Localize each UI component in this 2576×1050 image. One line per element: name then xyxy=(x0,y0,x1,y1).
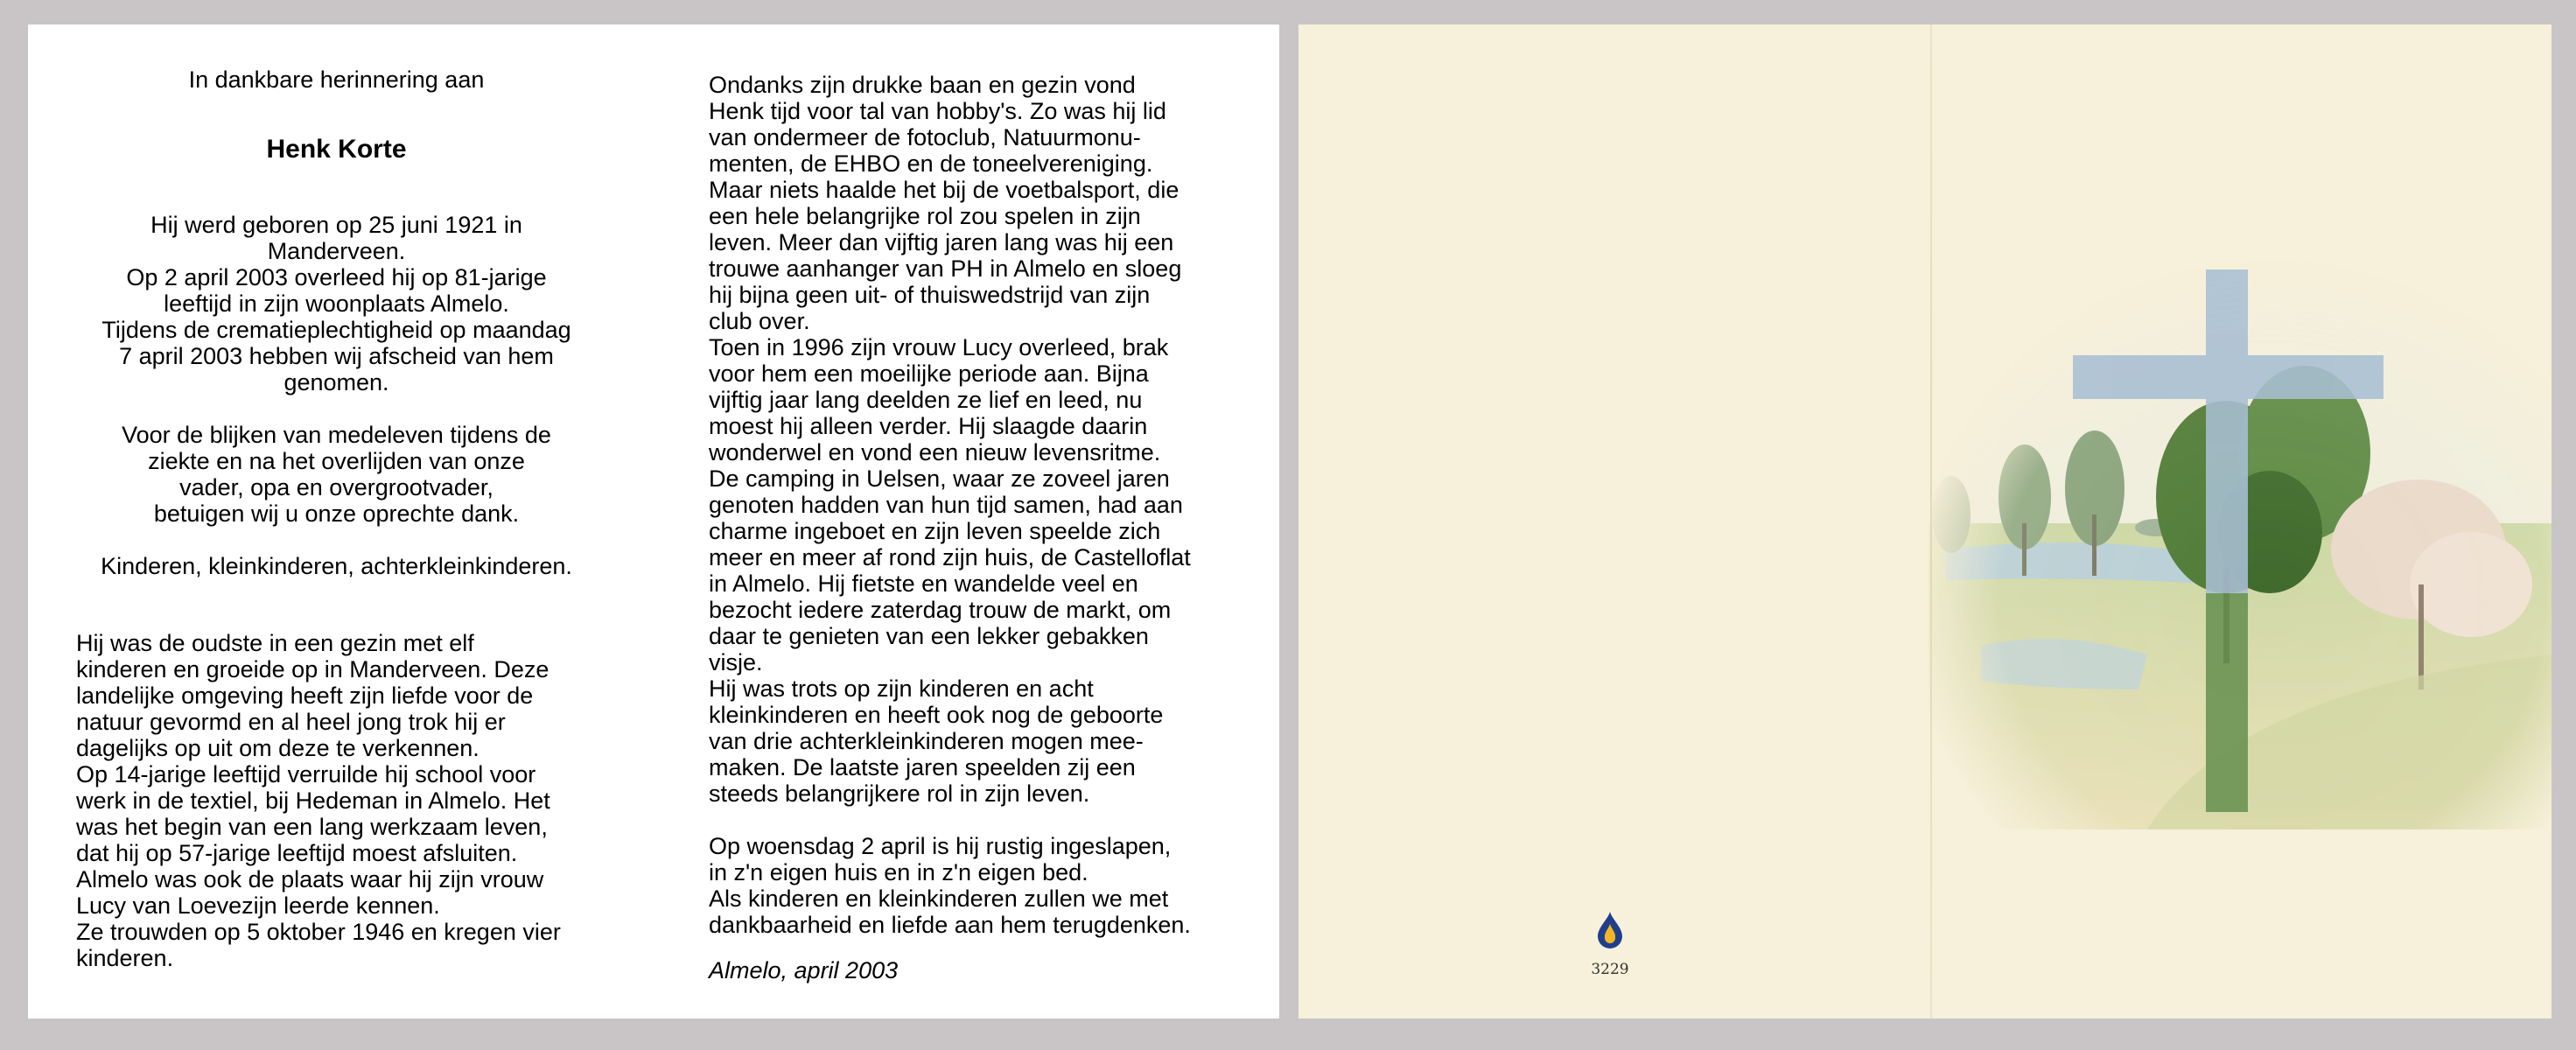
text-line: Hij werd geboren op 25 juni 1921 in xyxy=(150,212,522,238)
place-date: Almelo, april 2003 xyxy=(709,957,899,984)
text-line: Voor de blijken van medeleven tijdens de xyxy=(122,422,551,448)
text-line: ziekte en na het overlijden van onze xyxy=(148,448,525,474)
text-line: Almelo was ook de plaats waar hij zijn vrouw xyxy=(76,866,544,892)
text-line: in Almelo. Hij fietste en wandelde veel en xyxy=(709,570,1138,597)
text-line: dagelijks op uit om deze te verkennen. xyxy=(76,735,480,761)
text-line: hij bijna geen uit- of thuiswedstrijd van zijn xyxy=(709,282,1151,308)
text-line: Manderveen. xyxy=(267,238,406,264)
text-line: 7 april 2003 hebben wij afscheid van hem xyxy=(119,343,554,369)
family-signature: Kinderen, kleinkinderen, achterkleinkinderen. xyxy=(101,553,572,579)
text-line: Lucy van Loevezijn leerde kennen. xyxy=(76,892,440,919)
text-line: werk in de textiel, bij Hedeman in Almelo. Het xyxy=(76,788,550,814)
text-line: charme ingeboet en zijn leven speelde zich xyxy=(709,518,1161,544)
text-line: Tijdens de crematieplechtigheid op maandag xyxy=(102,317,571,343)
text-line: leeftijd in zijn woonplaats Almelo. xyxy=(164,290,509,317)
text-line: trouwe aanhanger van PH in Almelo en sloeg xyxy=(709,256,1182,282)
birth-death-info xyxy=(76,212,597,396)
text-line: meer en meer af rond zijn huis, de Castelloflat xyxy=(709,544,1191,570)
text-line: Ze trouwden op 5 oktober 1946 en kregen vier xyxy=(76,919,561,945)
text-line: Ondanks zijn drukke baan en gezin vond xyxy=(709,72,1136,98)
deceased-name: Henk Korte xyxy=(266,135,407,164)
text-line: menten, de EHBO en de toneelvereniging. xyxy=(709,150,1153,177)
text-line: club over. xyxy=(709,308,810,334)
text-line: landelijke omgeving heeft zijn liefde voor de xyxy=(76,682,534,709)
text-line: De camping in Uelsen, waar ze zoveel jaren xyxy=(709,466,1170,492)
text-line: voor hem een moeilijke periode aan. Bijna xyxy=(709,360,1149,387)
text-line: bezocht iedere zaterdag trouw de markt, om xyxy=(709,597,1172,623)
text-line: betuigen wij u onze oprechte dank. xyxy=(153,500,520,527)
memorial-card-cover xyxy=(1298,24,2552,1018)
text-line: dankbaarheid en liefde aan hem terugdenken. xyxy=(709,912,1191,938)
text-line: Op 2 april 2003 overleed hij op 81-jarige xyxy=(126,264,547,290)
text-line: maken. De laatste jaren speelden zij een xyxy=(709,754,1136,780)
text-line: dat hij op 57-jarige leeftijd moest afsluiten. xyxy=(76,840,518,866)
paragraph-gap xyxy=(709,807,1253,833)
intro-line: In dankbare herinnering aan xyxy=(188,66,485,93)
text-line: Op 14-jarige leeftijd verruilde hij school voor xyxy=(76,761,536,788)
text-line: wonderwel en vond een nieuw levensritme. xyxy=(709,439,1161,466)
text-line: Henk tijd voor tal van hobby's. Zo was hij lid xyxy=(709,98,1166,124)
text-line: Als kinderen en kleinkinderen zullen we met xyxy=(709,886,1169,912)
text-line: visje. xyxy=(709,649,763,676)
text-line: Op woensdag 2 april is hij rustig ingeslapen, xyxy=(709,833,1172,859)
memorial-text-sheet xyxy=(28,24,1279,1018)
text-line: kleinkinderen en heeft ook nog de geboorte xyxy=(709,702,1164,728)
cross-landscape-image xyxy=(1928,234,2552,830)
thanks-note xyxy=(76,422,597,527)
text-line: steeds belangrijkere rol in zijn leven. xyxy=(709,780,1090,807)
text-line: moest hij alleen verder. Hij slaagde daarin xyxy=(709,413,1148,439)
text-line: natuur gevormd en al heel jong trok hij er xyxy=(76,709,506,735)
text-line: kinderen. xyxy=(76,945,174,971)
biography-part-1 xyxy=(76,630,597,971)
text-line: van drie achterkleinkinderen mogen mee- xyxy=(709,728,1144,754)
biography-part-2 xyxy=(709,72,1253,938)
print-number: 3229 xyxy=(1591,961,1629,978)
text-line: Maar niets haalde het bij de voetbalsport, die xyxy=(709,177,1180,203)
flame-drop-logo-icon xyxy=(1592,910,1628,950)
text-line: kinderen en groeide op in Manderveen. Deze xyxy=(76,656,550,682)
text-line: Hij was de oudste in een gezin met elf xyxy=(76,630,474,656)
text-line: een hele belangrijke rol zou spelen in zijn xyxy=(709,203,1141,229)
text-line: in z'n eigen huis en in z'n eigen bed. xyxy=(709,859,1088,886)
text-line: leven. Meer dan vijftig jaren lang was hij een xyxy=(709,229,1174,256)
text-line: genoten hadden van hun tijd samen, had aan xyxy=(709,492,1183,518)
text-line: Toen in 1996 zijn vrouw Lucy overleed, brak xyxy=(709,334,1169,360)
text-line: Hij was trots op zijn kinderen en acht xyxy=(709,676,1094,702)
text-line: was het begin van een lang werkzaam leven, xyxy=(76,814,548,840)
text-line: van ondermeer de fotoclub, Natuurmonu- xyxy=(709,124,1141,150)
text-line: daar te genieten van een lekker gebakken xyxy=(709,623,1149,649)
text-line: vader, opa en overgrootvader, xyxy=(179,474,494,500)
text-line: genomen. xyxy=(284,369,389,396)
text-line: vijftig jaar lang deelden ze lief en leed, nu xyxy=(709,387,1143,413)
